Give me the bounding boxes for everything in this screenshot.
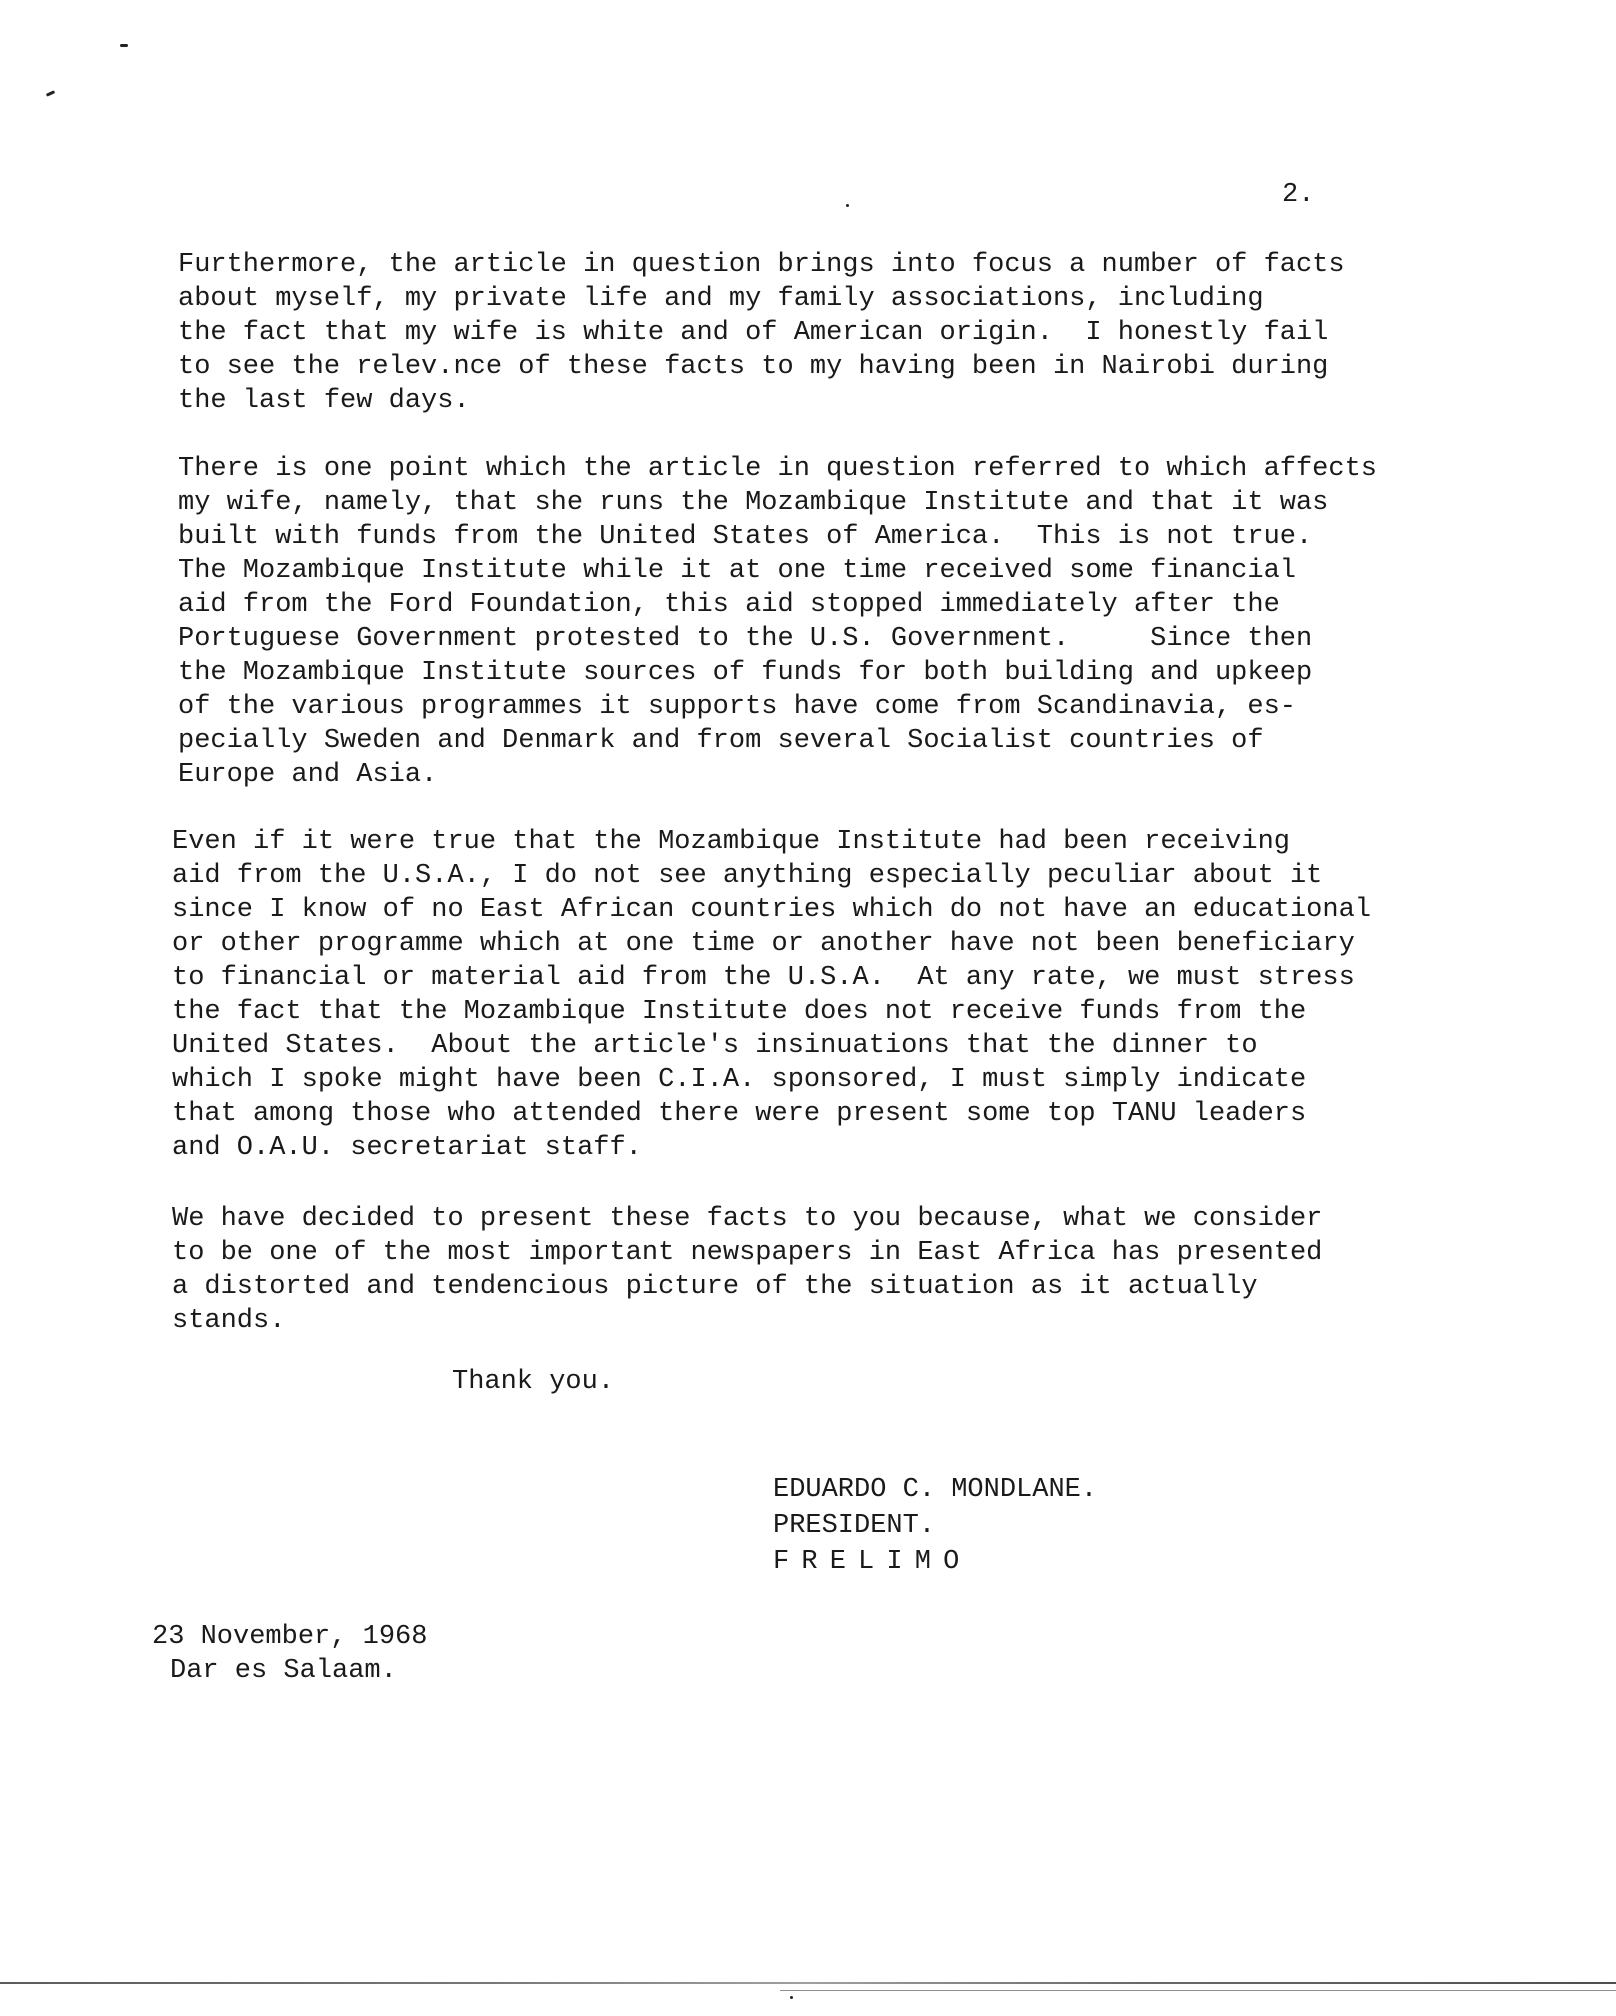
- date-place-block: [152, 1620, 427, 1688]
- paragraph-line: the Mozambique Institute sources of funds for both building and upkeep: [178, 658, 1313, 688]
- signatory-title: PRESIDENT.: [773, 1511, 936, 1541]
- paragraph-line: and O.A.U. secretariat staff.: [172, 1133, 642, 1163]
- bottom-edge-line: [780, 1990, 1616, 1991]
- paragraph-line: United States. About the article's insinuations that the dinner to: [172, 1031, 1258, 1061]
- signature-block: [773, 1472, 1097, 1580]
- paragraph-line: to see the relev.nce of these facts to my having been in Nairobi during: [178, 352, 1329, 382]
- paragraph-line: since I know of no East African countries which do not have an educational: [172, 895, 1371, 925]
- paragraph-line: pecially Sweden and Denmark and from several Socialist countries of: [178, 726, 1264, 756]
- paragraph-line: to be one of the most important newspapers in East Africa has presented: [172, 1238, 1323, 1268]
- scan-speck: [46, 90, 55, 97]
- paragraph-3: [172, 825, 1512, 1165]
- letter-date: 23 November, 1968: [152, 1622, 428, 1652]
- paragraph-line: my wife, namely, that she runs the Mozambique Institute and that it was: [178, 488, 1329, 518]
- scan-speck: [790, 1996, 793, 1999]
- scan-speck: [120, 44, 128, 47]
- paragraph-line: Europe and Asia.: [178, 760, 438, 790]
- paragraph-line: the fact that my wife is white and of American origin. I honestly fail: [178, 318, 1329, 348]
- paragraph-line: built with funds from the United States of America. This is not true.: [178, 522, 1313, 552]
- paragraph-line: to financial or material aid from the U.S.A. At any rate, we must stress: [172, 963, 1355, 993]
- page-number: 2.: [1282, 180, 1315, 210]
- paragraph-line: or other programme which at one time or another have not been beneficiary: [172, 929, 1355, 959]
- paragraph-line: the last few days.: [178, 386, 470, 416]
- scan-speck: [846, 204, 849, 207]
- signatory-name: EDUARDO C. MONDLANE.: [773, 1475, 1098, 1505]
- paragraph-line: that among those who attended there were present some top TANU leaders: [172, 1099, 1307, 1129]
- paragraph-1: [178, 248, 1518, 418]
- paragraph-line: a distorted and tendencious picture of the situation as it actually: [172, 1272, 1258, 1302]
- paragraph-line: about myself, my private life and my family associations, including: [178, 284, 1264, 314]
- paragraph-line: We have decided to present these facts to you because, what we consider: [172, 1204, 1323, 1234]
- paragraph-line: aid from the Ford Foundation, this aid stopped immediately after the: [178, 590, 1280, 620]
- paragraph-line: the fact that the Mozambique Institute does not receive funds from the: [172, 997, 1307, 1027]
- paragraph-line: Furthermore, the article in question brings into focus a number of facts: [178, 250, 1345, 280]
- bottom-edge-line: [0, 1982, 1616, 1984]
- paragraph-line: aid from the U.S.A., I do not see anything especially peculiar about it: [172, 861, 1323, 891]
- paragraph-2: [178, 452, 1518, 792]
- paragraph-line: The Mozambique Institute while it at one time received some financial: [178, 556, 1296, 586]
- paragraph-line: Portuguese Government protested to the U.S. Government. Since then: [178, 624, 1313, 654]
- paragraph-4: [172, 1202, 1512, 1338]
- closing-text: Thank you.: [452, 1367, 615, 1397]
- paragraph-line: stands.: [172, 1306, 286, 1336]
- signatory-organization: FRELIMO: [773, 1547, 972, 1577]
- paragraph-line: Even if it were true that the Mozambique Institute had been receiving: [172, 827, 1290, 857]
- letter-place: Dar es Salaam.: [170, 1656, 397, 1686]
- paragraph-line: which I spoke might have been C.I.A. sponsored, I must simply indicate: [172, 1065, 1307, 1095]
- paragraph-line: of the various programmes it supports have come from Scandinavia, es-: [178, 692, 1296, 722]
- paragraph-line: There is one point which the article in question referred to which affects: [178, 454, 1377, 484]
